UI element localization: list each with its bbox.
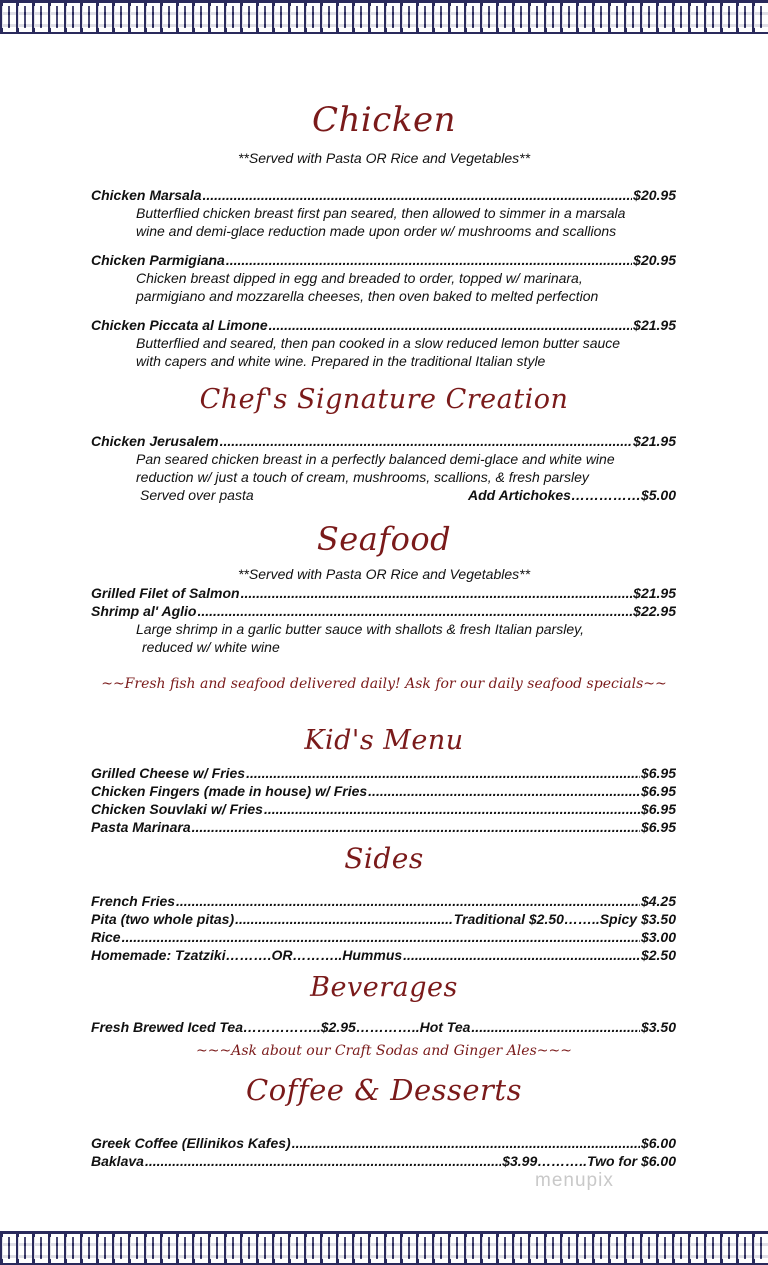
menu-item: Baklava ..... $3.99 ……….. Two for $6.00: [91, 1152, 676, 1170]
item-name: Chicken Parmigiana: [91, 252, 225, 268]
item-price: $3.99: [502, 1153, 538, 1169]
menu-item: [91, 800, 676, 818]
item-option: Traditional $2.50: [453, 911, 564, 927]
item-name: Hot Tea: [419, 1019, 471, 1035]
beverages-promo: ~~~Ask about our Craft Sodas and Ginger Ales~~~: [196, 1043, 572, 1059]
item-description: wine and demi-glace reduction made upon order w/ mushrooms and scallions: [136, 223, 617, 239]
section-title-sides: Sides: [344, 842, 424, 875]
item-price: $21.95: [633, 585, 676, 601]
menu-item: [91, 928, 676, 946]
item-description: Pan seared chicken breast in a perfectly balanced demi-glace and white wine: [136, 451, 615, 467]
item-price: $6.00: [640, 1135, 676, 1151]
item-price: $20.95: [633, 252, 676, 268]
greek-key-border-bottom: [0, 1231, 768, 1265]
menu-item: [91, 251, 676, 269]
addon-name: Add Artichokes: [468, 487, 571, 503]
section-title-signature: Chef's Signature Creation: [199, 384, 569, 415]
item-name: Grilled Filet of Salmon: [91, 585, 240, 601]
menu-item: [91, 602, 676, 620]
item-option: Hummus: [342, 947, 403, 963]
item-price: $6.95: [640, 819, 676, 835]
item-price: Two for $6.00: [587, 1153, 676, 1169]
item-name: Pasta Marinara: [91, 819, 191, 835]
section-title-kids: Kid's Menu: [304, 725, 464, 756]
menu-item: [91, 186, 676, 204]
addon-price: $5.00: [640, 487, 676, 503]
item-name: French Fries: [91, 893, 176, 909]
item-price: $6.95: [640, 783, 676, 799]
item-description: reduction w/ just a touch of cream, mushrooms, scallions, & fresh parsley: [136, 469, 589, 485]
item-price: $3.00: [640, 929, 676, 945]
greek-key-border-top: [0, 0, 768, 34]
section-title-desserts: Coffee & Desserts: [246, 1073, 522, 1107]
menu-item: [91, 1134, 676, 1152]
seafood-promo: ~~Fresh fish and seafood delivered daily! Ask for our daily seafood specials~~: [101, 676, 667, 692]
item-name: Greek Coffee (Ellinikos Kafes): [91, 1135, 291, 1151]
item-name: Pita (two whole pitas): [91, 911, 235, 927]
served-over-note: Served over pasta: [140, 487, 254, 503]
item-price: $20.95: [633, 187, 676, 203]
item-description: Butterflied chicken breast first pan seared, then allowed to simmer in a marsala: [136, 205, 626, 221]
item-description: parmigiano and mozzarella cheeses, then oven baked to melted perfection: [136, 288, 599, 304]
menu-item: [91, 316, 676, 334]
chicken-serving-note: **Served with Pasta OR Rice and Vegetables**: [237, 150, 531, 166]
menu-item: [91, 818, 676, 836]
item-description: Large shrimp in a garlic butter sauce with shallots & fresh Italian parsley,: [136, 621, 584, 637]
watermark: menupix: [535, 1170, 614, 1191]
item-name: Baklava: [91, 1153, 144, 1169]
item-name: Homemade: Tzatziki: [91, 947, 226, 963]
menu-item: [91, 432, 676, 450]
section-title-chicken: Chicken: [312, 100, 456, 140]
item-name: Chicken Jerusalem: [91, 433, 219, 449]
item-price: $6.95: [640, 801, 676, 817]
section-title-beverages: Beverages: [310, 972, 458, 1003]
item-name: Chicken Fingers (made in house) w/ Fries: [91, 783, 368, 799]
section-title-seafood: Seafood: [316, 520, 452, 558]
item-name: Chicken Piccata al Limone: [91, 317, 268, 333]
item-price: $6.95: [640, 765, 676, 781]
seafood-serving-note: **Served with Pasta OR Rice and Vegetables**: [237, 566, 531, 582]
item-name: Chicken Marsala: [91, 187, 202, 203]
item-price: $2.50: [640, 947, 676, 963]
item-price: $21.95: [633, 317, 676, 333]
menu-item: [91, 782, 676, 800]
item-name: Grilled Cheese w/ Fries: [91, 765, 246, 781]
item-price: $4.25: [640, 893, 676, 909]
item-name: Rice: [91, 929, 121, 945]
item-option: OR: [271, 947, 293, 963]
menu-item: [91, 584, 676, 602]
item-description: Chicken breast dipped in egg and breaded to order, topped w/ marinara,: [136, 270, 583, 286]
item-description: Butterflied and seared, then pan cooked in a slow reduced lemon butter sauce: [136, 335, 621, 351]
menu-item: [91, 764, 676, 782]
item-name: Chicken Souvlaki w/ Fries: [91, 801, 263, 817]
item-price: Spicy $3.50: [599, 911, 676, 927]
item-price: $3.50: [640, 1019, 676, 1035]
item-description: with capers and white wine. Prepared in the traditional Italian style: [136, 353, 546, 369]
menu-item: Fresh Brewed Iced Tea …………….. $2.95 ………….. Hot Tea ..... $3.50: [91, 1018, 676, 1036]
item-price: $21.95: [633, 433, 676, 449]
item-price: $22.95: [633, 603, 676, 619]
item-name: Shrimp al' Aglio: [91, 603, 197, 619]
add-on-line: Served over pasta Add Artichokes …………… $5.00: [140, 487, 676, 503]
item-description: reduced w/ white wine: [142, 639, 280, 655]
menu-item: Pita (two whole pitas) ..... Traditional $2.50 …….. Spicy $3.50: [91, 910, 676, 928]
menu-item: [91, 892, 676, 910]
menu-item: Homemade: Tzatziki ………. OR ……….. Hummus ..... $2.50: [91, 946, 676, 964]
item-name: Fresh Brewed Iced Tea: [91, 1019, 243, 1035]
item-price: $2.95: [320, 1019, 356, 1035]
